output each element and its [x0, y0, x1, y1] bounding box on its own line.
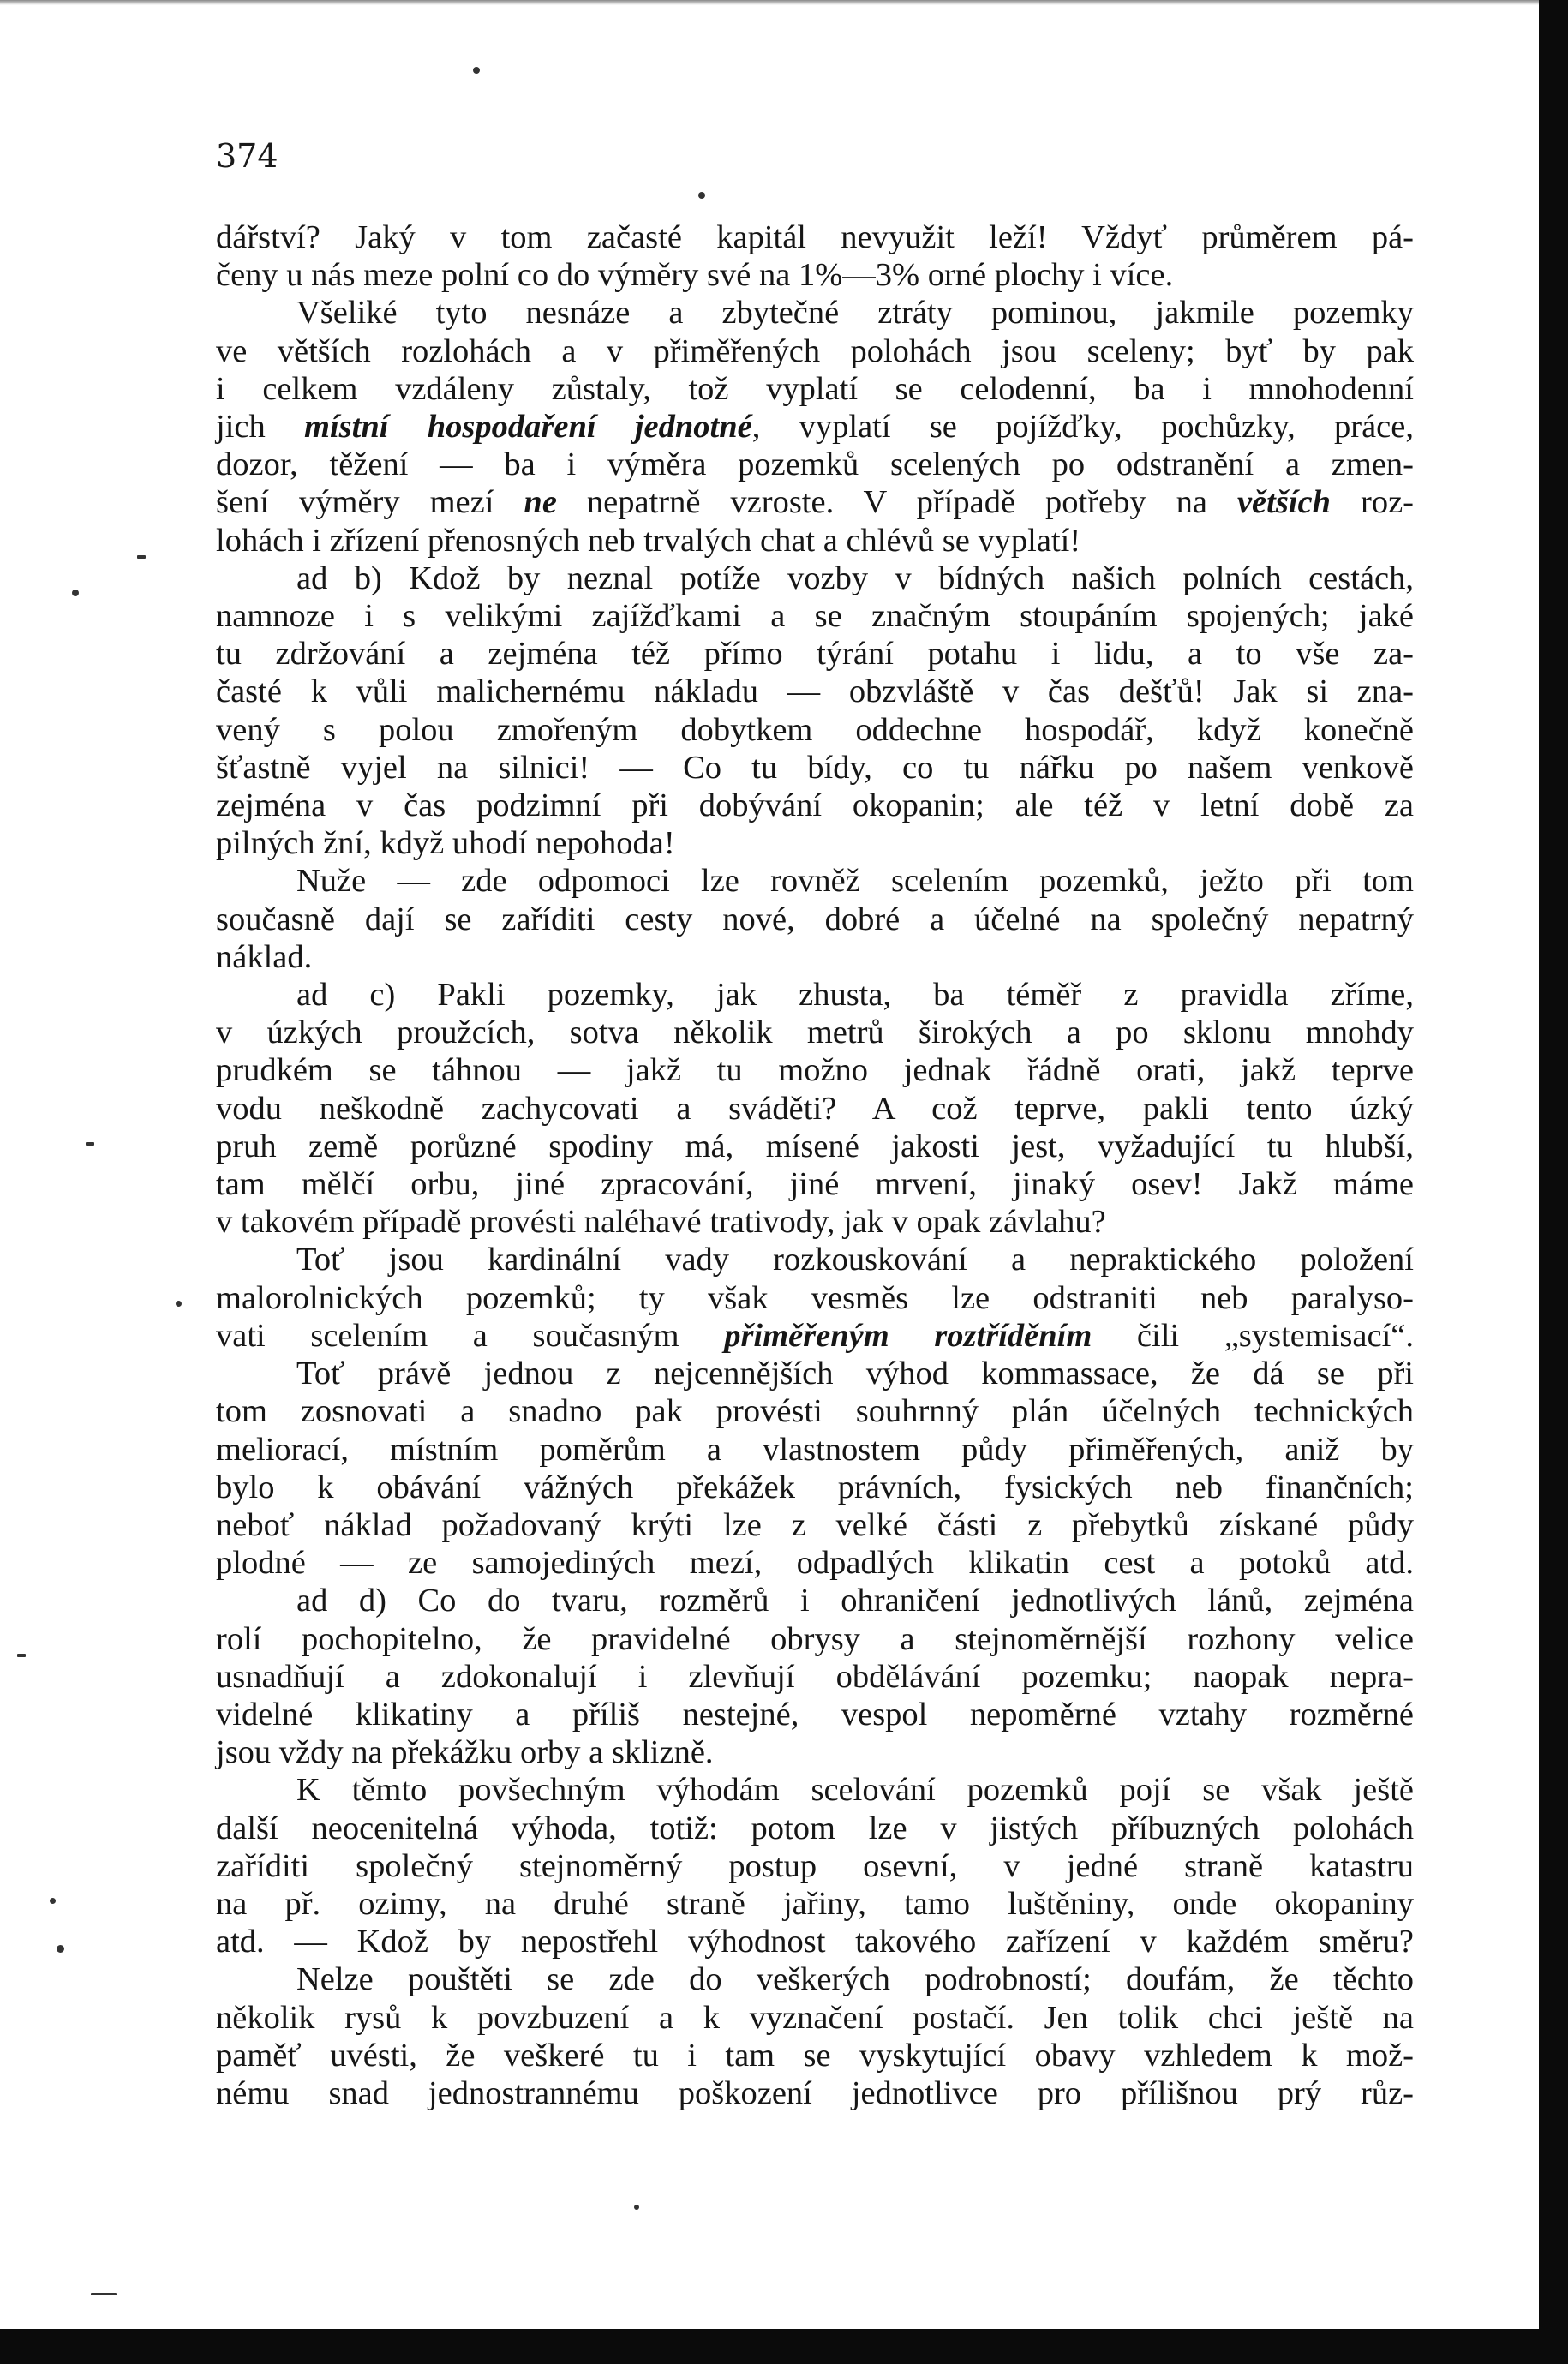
text-line [216, 1128, 1414, 1165]
text-line [216, 2037, 1414, 2074]
text-segment: jich [216, 409, 305, 446]
text-line [216, 1733, 1414, 1771]
emphasized-text: místní hospodaření jednotné [304, 409, 752, 446]
text-segment: malorolnických pozemků; ty však vesměs lze odstraniti neb paralyso- [216, 1279, 1414, 1316]
text-line [216, 1165, 1414, 1203]
scan-speck [176, 1301, 182, 1307]
text-line [216, 370, 1414, 408]
text-line [216, 294, 1414, 332]
emphasized-text: větších [1236, 484, 1332, 521]
text-segment: vodu neškodně zachycovati a sváděti? A což teprve, pakli tento úzký [216, 1090, 1414, 1127]
text-line [216, 1431, 1414, 1469]
text-segment: tam mělčí orbu, jiné zpracování, jiné mrvení, jinaký osev! Jakž máme [216, 1166, 1414, 1203]
text-segment: Toť jsou kardinální vady rozkouskování a nepraktického položení [296, 1242, 1414, 1278]
text-segment: Toť právě jednou z nejcennějších výhod kommassace, že dá se při [296, 1356, 1414, 1392]
text-line [216, 597, 1414, 635]
text-line [216, 635, 1414, 673]
text-segment: Nelze pouštěti se zde do veškerých podrobností; doufám, že těchto [296, 1961, 1414, 1998]
scan-speck [634, 2205, 639, 2210]
text-line [216, 1317, 1414, 1355]
text-segment: i celkem vzdáleny zůstaly, tož vyplatí se celodenní, ba i mnohodenní [216, 370, 1414, 407]
text-segment: bylo k obávání vážných překážek právních, fysických neb finančních; [216, 1469, 1414, 1505]
text-segment: šťastně vyjel na silnici! — Co tu bídy, co tu nářku po našem venkově [216, 749, 1414, 786]
text-line [216, 1658, 1414, 1696]
text-segment: pilných žní, když uhodí nepohoda! [216, 825, 675, 862]
body-text [216, 218, 1414, 2112]
text-line [216, 1696, 1414, 1733]
scan-speck [86, 1142, 94, 1146]
text-segment: ad c) Pakli pozemky, jak zhusta, ba téměř z pravidla zříme, [296, 977, 1414, 1014]
text-line [216, 256, 1414, 294]
text-segment: v úzkých proužcích, sotva několik metrů širokých a po sklonu mnohdy [216, 1014, 1414, 1051]
text-line [216, 1620, 1414, 1658]
text-line [216, 1392, 1414, 1430]
scan-speck [57, 1945, 64, 1953]
text-segment: Nuže — zde odpomoci lze rovněž scelením pozemků, ježto při tom [296, 863, 1414, 900]
text-segment: nepatrně vzroste. V případě potřeby na [556, 484, 1237, 521]
text-line [216, 1051, 1414, 1089]
text-line [216, 1847, 1414, 1885]
text-segment: roz- [1331, 484, 1414, 521]
text-segment: čeny u nás meze polní co do výměry své na 1%—3% orné plochy i více. [216, 257, 1174, 294]
text-segment: ad b) Kdož by neznal potíže vozby v bídných našich polních cestách, [296, 560, 1414, 596]
text-segment: K těmto povšechným výhodám scelování pozemků pojí se však ještě [296, 1772, 1414, 1809]
scan-speck [50, 1898, 56, 1904]
text-segment: rolí pochopitelno, že pravidelné obrysy a stejnoměrnější rozhony velice [216, 1620, 1414, 1657]
text-line [216, 1014, 1414, 1051]
text-line [216, 1090, 1414, 1128]
text-segment: videlné klikatiny a příliš nestejné, vespol nepoměrné vztahy rozměrné [216, 1696, 1414, 1733]
text-segment: na př. ozimy, na druhé straně jařiny, tamo luštěniny, onde okopaniny [216, 1885, 1414, 1922]
text-segment: čili „systemisací“. [1092, 1317, 1415, 1354]
scan-speck [698, 192, 705, 199]
scan-border-right [1539, 0, 1568, 2364]
text-segment: , vyplatí se pojížďky, pochůzky, práce, [751, 409, 1414, 446]
text-line [216, 332, 1414, 370]
scan-speck [473, 67, 480, 74]
scan-speck [137, 555, 146, 559]
text-segment: náklad. [216, 938, 313, 975]
text-segment: nému snad jednostrannému poškození jednotlivce pro přílišnou prý růz- [216, 2074, 1414, 2111]
text-line [216, 218, 1414, 256]
text-line [216, 446, 1414, 483]
scan-border-bottom [0, 2329, 1568, 2364]
text-line [216, 1469, 1414, 1506]
scan-top-edge [0, 0, 1539, 5]
emphasized-text: přiměřeným roztříděním [724, 1317, 1092, 1354]
text-segment: namnoze i s velikými zajížďkami a se značným stoupáním spojených; jaké [216, 598, 1414, 635]
text-line [216, 787, 1414, 824]
text-segment: tu zdržování a zejména též přímo týrání potahu i lidu, a to vše za- [216, 636, 1414, 673]
text-line [216, 522, 1414, 560]
text-segment: jsou vždy na překážku orby a sklizně. [216, 1734, 714, 1771]
text-line [216, 938, 1414, 976]
text-segment: v takovém případě provésti naléhavé trativody, jak v opak závlahu? [216, 1204, 1106, 1241]
text-line [216, 711, 1414, 749]
text-segment: paměť uvésti, že veškeré tu i tam se vyskytující obavy vzhledem k mož- [216, 2037, 1414, 2074]
text-line [216, 408, 1414, 446]
text-line [216, 483, 1414, 521]
emphasized-text: ne [524, 484, 557, 521]
text-segment: současně dají se zaříditi cesty nové, dobré a účelné na společný nepatrný [216, 901, 1414, 937]
text-line [216, 1241, 1414, 1278]
text-segment: ve větších rozlohách a v přiměřených polohách jsou sceleny; byť by pak [216, 332, 1414, 369]
text-segment: prudkém se táhnou — jakž tu možno jednak řádně orati, jakž teprve [216, 1052, 1414, 1089]
text-line [216, 1960, 1414, 1998]
text-line [216, 560, 1414, 597]
text-line [216, 1582, 1414, 1619]
text-line [216, 1999, 1414, 2037]
text-line [216, 1279, 1414, 1317]
text-line [216, 2074, 1414, 2112]
text-line [216, 1771, 1414, 1809]
text-line [216, 1885, 1414, 1923]
text-segment: šení výměry mezí [216, 484, 524, 521]
text-segment: zejména v čas podzimní při dobývání okopanin; ale též v letní době za [216, 787, 1414, 824]
scan-speck [91, 2293, 117, 2295]
text-segment: dářství? Jaký v tom začasté kapitál nevyužit leží! Vždyť průměrem pá- [216, 219, 1414, 255]
text-segment: ad d) Co do tvaru, rozměrů i ohraničení jednotlivých lánů, zejména [296, 1583, 1414, 1619]
text-line [216, 1923, 1414, 1960]
text-segment: vati scelením a současným [216, 1317, 725, 1354]
text-segment: pruh země porůzné spodiny má, mísené jakosti jest, vyžadující tu hlubší, [216, 1128, 1414, 1164]
text-line [216, 1506, 1414, 1544]
text-segment: plodné — ze samojediných mezí, odpadlých klikatin cest a potoků atd. [216, 1545, 1414, 1582]
scan-speck [17, 1654, 26, 1657]
text-segment: tom zosnovati a snadno pak provésti souhrnný plán účelných technických [216, 1393, 1414, 1430]
text-line [216, 1810, 1414, 1847]
text-segment: vený s polou zmořeným dobytkem oddechne hospodář, když konečně [216, 711, 1414, 748]
text-segment: zaříditi společný stejnoměrný postup osevní, v jedné straně katastru [216, 1847, 1414, 1884]
text-line [216, 862, 1414, 900]
text-line [216, 901, 1414, 938]
text-line [216, 749, 1414, 787]
text-segment: Všeliké tyto nesnáze a zbytečné ztráty pominou, jakmile pozemky [296, 295, 1414, 332]
text-segment: atd. — Kdož by nepostřehl výhodnost takového zařízení v každém směru? [216, 1924, 1414, 1960]
text-line [216, 1203, 1414, 1241]
text-line [216, 824, 1414, 862]
text-line [216, 976, 1414, 1014]
text-segment: meliorací, místním poměrům a vlastnostem půdy přiměřených, aniž by [216, 1431, 1414, 1468]
text-line [216, 1355, 1414, 1392]
text-line [216, 1544, 1414, 1582]
scan-speck [72, 590, 79, 596]
text-segment: další neocenitelná výhoda, totiž: potom lze v jistých příbuzných polohách [216, 1810, 1414, 1846]
page-number: 374 [216, 137, 278, 175]
text-segment: dozor, těžení — ba i výměra pozemků scelených po odstranění a zmen- [216, 446, 1414, 483]
text-segment: několik rysů k povzbuzení a k vyznačení postačí. Jen tolik chci ještě na [216, 1999, 1414, 2036]
text-segment: časté k vůli malichernému nákladu — obzvláště v čas dešťů! Jak si zna- [216, 673, 1414, 710]
text-segment: usnadňují a zdokonalují i zlevňují obdělávání pozemku; naopak nepra- [216, 1658, 1414, 1695]
text-segment: lohách i zřízení přenosných neb trvalých chat a chlévů se vyplatí! [216, 522, 1081, 559]
text-line [216, 673, 1414, 710]
text-segment: neboť náklad požadovaný krýti lze z velké části z přebytků získané půdy [216, 1506, 1414, 1543]
